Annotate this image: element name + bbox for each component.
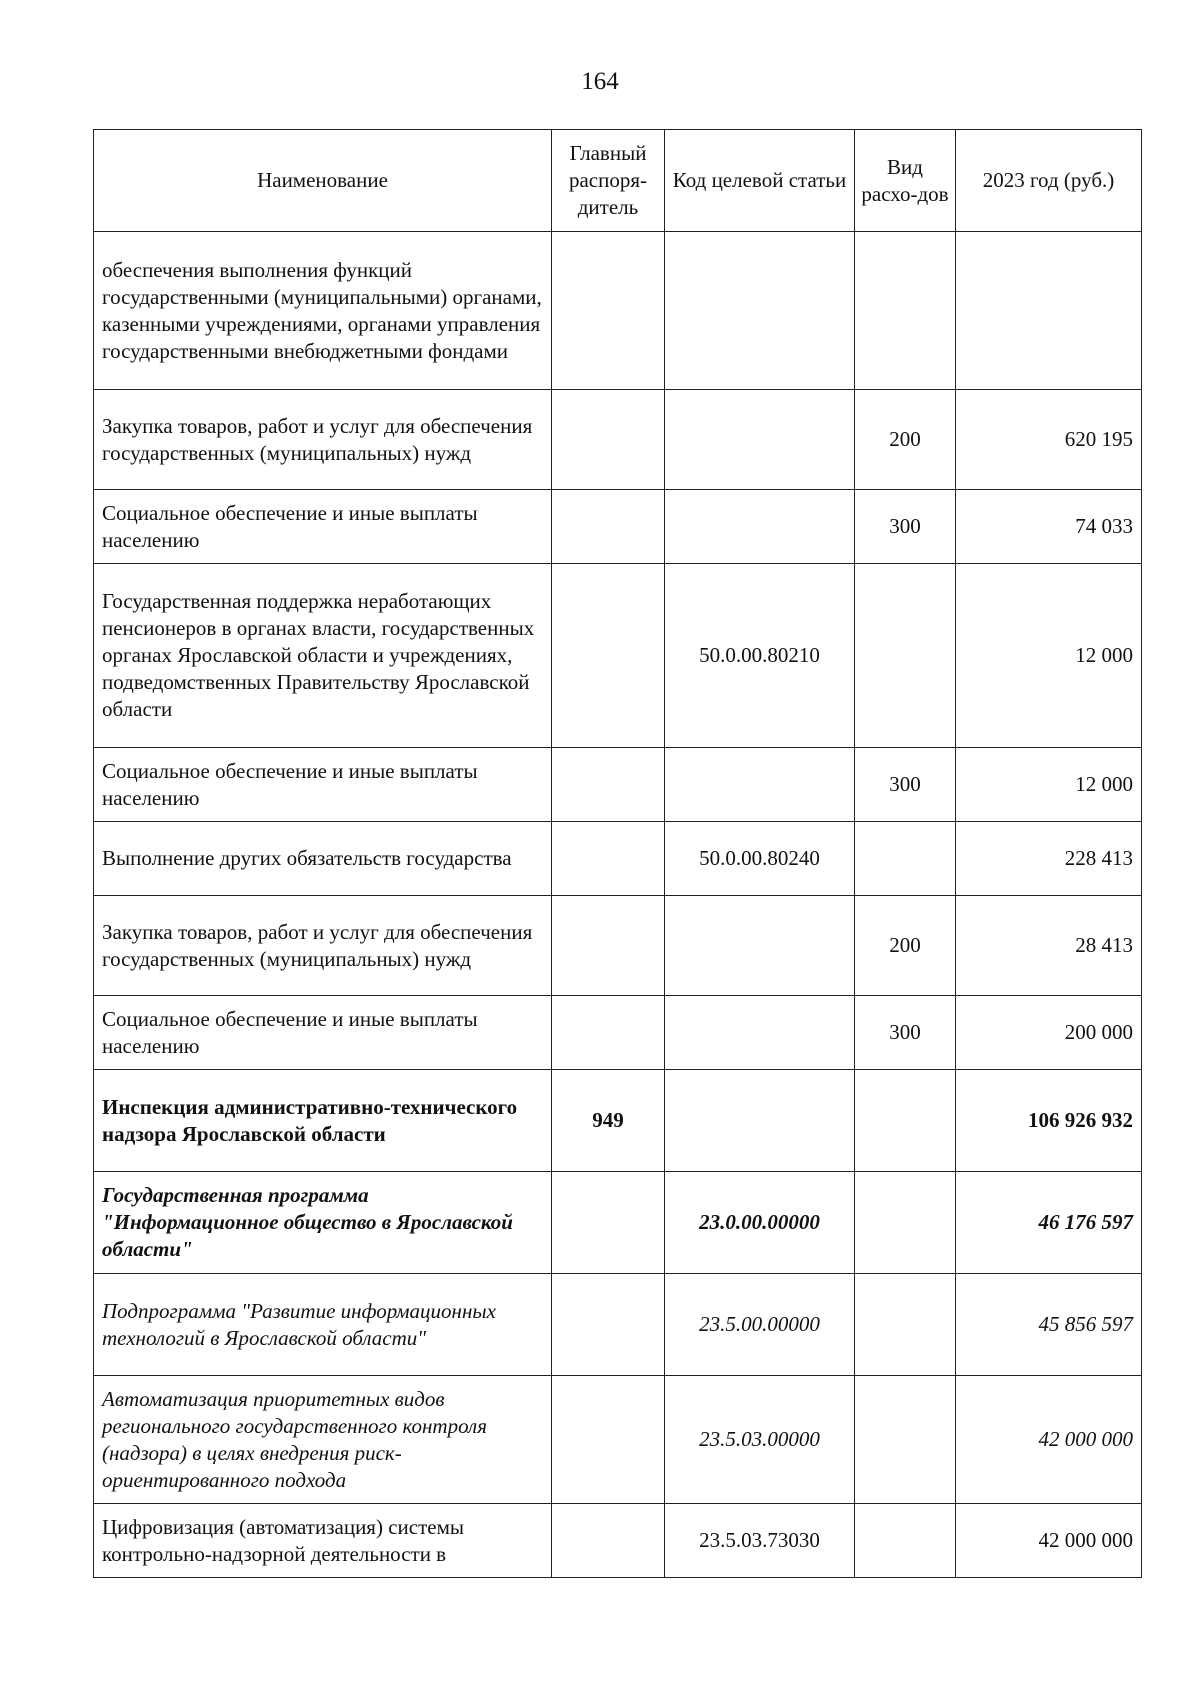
row-amount: 200 000	[956, 996, 1142, 1070]
row-target-code	[665, 748, 855, 822]
row-target-code	[665, 232, 855, 390]
row-expense-type	[855, 1504, 956, 1578]
table-row	[94, 490, 1142, 564]
row-amount: 46 176 597	[956, 1172, 1142, 1274]
row-expense-type	[855, 1070, 956, 1172]
row-chief-manager	[552, 1274, 665, 1376]
row-name: Социальное обеспечение и иные выплаты населению	[94, 996, 552, 1070]
header-chief-manager: Главный распоря-дитель	[552, 130, 665, 232]
header-name: Наименование	[94, 130, 552, 232]
row-name: Государственная программа "Информационное общество в Ярославской области"	[94, 1172, 552, 1274]
row-expense-type	[855, 1274, 956, 1376]
row-expense-type: 300	[855, 748, 956, 822]
row-target-code	[665, 896, 855, 996]
table-row	[94, 1172, 1142, 1274]
row-chief-manager	[552, 996, 665, 1070]
row-name: Социальное обеспечение и иные выплаты населению	[94, 490, 552, 564]
row-chief-manager	[552, 822, 665, 896]
row-amount: 74 033	[956, 490, 1142, 564]
row-target-code: 23.0.00.00000	[665, 1172, 855, 1274]
row-chief-manager: 949	[552, 1070, 665, 1172]
header-expense-type: Вид расхо-дов	[855, 130, 956, 232]
table-row	[94, 232, 1142, 390]
row-target-code: 50.0.00.80240	[665, 822, 855, 896]
row-expense-type: 200	[855, 896, 956, 996]
row-name: Подпрограмма "Развитие информационных технологий в Ярославской области"	[94, 1274, 552, 1376]
row-chief-manager	[552, 1504, 665, 1578]
table-row	[94, 1504, 1142, 1578]
row-amount: 228 413	[956, 822, 1142, 896]
row-expense-type: 300	[855, 490, 956, 564]
row-name: Цифровизация (автоматизация) системы контрольно-надзорной деятельности в	[94, 1504, 552, 1578]
row-target-code	[665, 996, 855, 1070]
table-row	[94, 896, 1142, 996]
row-name: Закупка товаров, работ и услуг для обеспечения государственных (муниципальных) нужд	[94, 896, 552, 996]
row-amount: 45 856 597	[956, 1274, 1142, 1376]
row-target-code: 50.0.00.80210	[665, 564, 855, 748]
page-number: 164	[581, 68, 619, 95]
row-target-code: 23.5.00.00000	[665, 1274, 855, 1376]
table-row	[94, 564, 1142, 748]
budget-table	[93, 129, 1142, 1578]
row-amount: 12 000	[956, 564, 1142, 748]
row-name: Выполнение других обязательств государства	[94, 822, 552, 896]
row-chief-manager	[552, 748, 665, 822]
row-chief-manager	[552, 390, 665, 490]
header-amount-2023: 2023 год (руб.)	[956, 130, 1142, 232]
table-row	[94, 1274, 1142, 1376]
row-target-code: 23.5.03.73030	[665, 1504, 855, 1578]
row-name: обеспечения выполнения функций государственными (муниципальными) органами, казенными учреждениями, органами управления государственными внебюджетными фондами	[94, 232, 552, 390]
row-target-code: 23.5.03.00000	[665, 1376, 855, 1504]
row-target-code	[665, 1070, 855, 1172]
table-row	[94, 748, 1142, 822]
row-target-code	[665, 390, 855, 490]
table-row	[94, 1376, 1142, 1504]
table-row	[94, 390, 1142, 490]
row-expense-type: 200	[855, 390, 956, 490]
row-chief-manager	[552, 1172, 665, 1274]
row-expense-type	[855, 1376, 956, 1504]
row-chief-manager	[552, 896, 665, 996]
row-amount: 42 000 000	[956, 1376, 1142, 1504]
row-chief-manager	[552, 1376, 665, 1504]
row-amount: 28 413	[956, 896, 1142, 996]
row-amount: 620 195	[956, 390, 1142, 490]
row-name: Государственная поддержка неработающих пенсионеров в органах власти, государственных органах Ярославской области и учреждениях, подведомственных Правительству Ярославской области	[94, 564, 552, 748]
row-amount: 106 926 932	[956, 1070, 1142, 1172]
row-expense-type: 300	[855, 996, 956, 1070]
row-expense-type	[855, 1172, 956, 1274]
row-chief-manager	[552, 490, 665, 564]
row-name: Автоматизация приоритетных видов регионального государственного контроля (надзора) в целях внедрения риск-ориентированного подхода	[94, 1376, 552, 1504]
row-expense-type	[855, 564, 956, 748]
table-row	[94, 1070, 1142, 1172]
table-header-row	[94, 130, 1142, 232]
header-target-code: Код целевой статьи	[665, 130, 855, 232]
row-amount: 42 000 000	[956, 1504, 1142, 1578]
row-name: Инспекция административно-технического надзора Ярославской области	[94, 1070, 552, 1172]
row-amount: 12 000	[956, 748, 1142, 822]
row-name: Закупка товаров, работ и услуг для обеспечения государственных (муниципальных) нужд	[94, 390, 552, 490]
row-chief-manager	[552, 232, 665, 390]
row-expense-type	[855, 822, 956, 896]
row-expense-type	[855, 232, 956, 390]
row-target-code	[665, 490, 855, 564]
row-name: Социальное обеспечение и иные выплаты населению	[94, 748, 552, 822]
table-row	[94, 822, 1142, 896]
table-row	[94, 996, 1142, 1070]
row-amount	[956, 232, 1142, 390]
row-chief-manager	[552, 564, 665, 748]
